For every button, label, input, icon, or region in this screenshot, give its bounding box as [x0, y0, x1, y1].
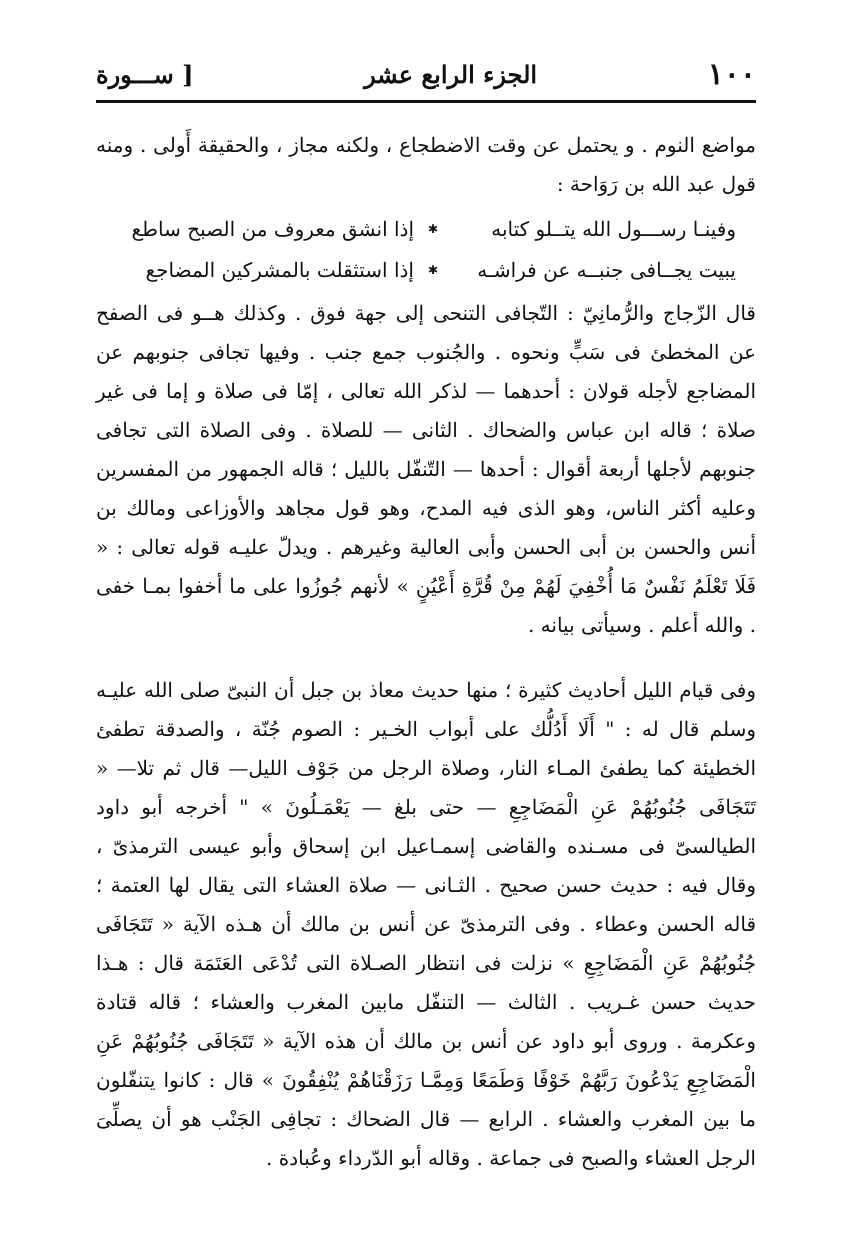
text-line: المـاء النار، وصلاة الرجل من جَوْف الليل— قال ثم تلا— « تَتَجَافَى جُنُوبُهُمْ عَنِ الْمَضَاجِعِ [96, 756, 756, 819]
text-line: قال الزّجاج والرُّمانِيّ : التّجافى التنحى إلى جهة فوق . وكذلك هــو فى الصفح عن المخطئ [96, 301, 757, 364]
text-line: وفى قيام الليل أحاديث كثيرة ؛ منها حديث معاذ بن جبل أن النبىّ صلى الله عليـه وسلم [96, 678, 756, 741]
text-line: عبد الله بن رَوَاحة : [556, 172, 716, 196]
text-line: الثانى — للصلاة . وفى الصلاة التى تجافى جنوبهم لأجلها أربعة أقوال : أحدها — التّنفّل [96, 418, 756, 481]
text-line: التى يقال لها العتمة ؛ قاله الحسن وعطاء . وفى الترمذىّ عن أنس بن مالك أن هـذه الآية [96, 873, 757, 936]
text-line: بالليل ؛ قاله الجمهور من المفسرين وعليه أكثر الناس، وهو الذى فيه المدح، وهو قول مجاهد [96, 457, 756, 520]
poem-hemistich: وفينـا رســـول الله يتــلو كتابه [491, 217, 736, 241]
text-line: أحدهما — لذكر الله تعالى ، إمّا فى صلاة و إما فى غير صلاة ؛ قاله ابن عباس والضحاك . [96, 379, 757, 442]
text-line: قال له : " أَلَا أَدُلُّك على أبواب الخـير : الصوم جُنّة ، والصدقة تطفئ الخطيئة كما يطفئ [96, 717, 757, 780]
poem [96, 210, 756, 290]
body-text [96, 126, 756, 1178]
text-line: حديث حسن غـريب . الثالث — التنفّل مابين المغرب والعشاء ؛ قاله قتادة وعكرمة . وروى [96, 990, 756, 1053]
star-separator-icon: ✱ [427, 263, 438, 277]
text-line: وَطَمَعًا وَمِمَّـا رَزَقْنَاهُمْ يُنْفِقُونَ » قال : كانوا يتنفّلون ما بين المغرب والعشاء . الرابع — قال [96, 1068, 756, 1131]
paragraph-hadith [96, 671, 756, 1178]
running-title: الجزء الرابع عشر [364, 59, 538, 89]
text-line: والأوزاعى ومالك بن أنس والحسن بن أبى الحسن وأبى العالية وغيرهم . ويدلّ عليـه قوله [96, 496, 757, 559]
text-line: مواضع النوم . و يحتمل عن وقت الاضطجاع ، ولكنه مجاز ، والحقيقة أَولى . ومنه قول [96, 133, 756, 196]
paragraph-gap [96, 645, 756, 671]
page-number: ١٠٠ [707, 56, 756, 92]
surah-label: [ ســـورة [96, 59, 194, 89]
text-line: فى سَبٍّ ونحوه . والجُنوب جمع جنب . وفيها تجافى جنوبهم عن المضاجع لأجله قولان : [96, 340, 756, 403]
star-separator-icon: ✱ [427, 222, 438, 236]
paragraph-commentary [96, 294, 756, 645]
page-header [96, 52, 756, 96]
poem-hemistich: يبيت يجــافى جنبــه عن فراشـه [477, 258, 736, 282]
header-rule [96, 100, 756, 103]
paragraph-intro [96, 126, 756, 204]
text-line: « تَتَجَافَى جُنُوبُهُمْ عَنِ الْمَضَاجِعِ » نزلت فى انتظار الصـلاة التى تُدْعَى العَتَمَة قال : هـذا [96, 912, 756, 975]
poem-hemistich: إذا انشق معروف من الصبح ساطع [131, 217, 414, 241]
poem-hemistich: إذا استثقلت بالمشركين المضاجع [145, 258, 414, 282]
text-line: — حتى بلغ — يَعْمَـلُونَ » " أخرجه أبو داود الطيالسىّ فى مسـنده والقاضى إسمـاعيل [96, 795, 756, 858]
text-line: والله أعلم . وسيأتى بيانه . [527, 613, 744, 637]
text-line: الضحاك : تجافِى الجَنْب هو أن يصلِّىَ الرجل العشاء والصبح فى جماعة . وقاله أبو الدّرداء وعُبادة . [96, 1107, 756, 1170]
text-line: أبو داود عن أنس بن مالك أن هذه الآية « تَتَجَافَى جُنُوبُهُمْ عَنِ الْمَضَاجِعِ يَدْعُونَ رَبَّهُمْ خَوْفًا [96, 1029, 756, 1092]
text-line: ابن إسحاق وأبو عيسى الترمذىّ ، وقال فيه : حديث حسن صحيح . الثـانى — صلاة العشاء [96, 834, 756, 897]
text-line: تعالى : « فَلَا تَعْلَمُ نَفْسٌ مَا أُخْفِيَ لَهُمْ مِنْ قُرَّةِ أَعْيُنٍ » لأنهم جُوزُوا على ما أخفوا بمـا خفى . [96, 535, 756, 637]
